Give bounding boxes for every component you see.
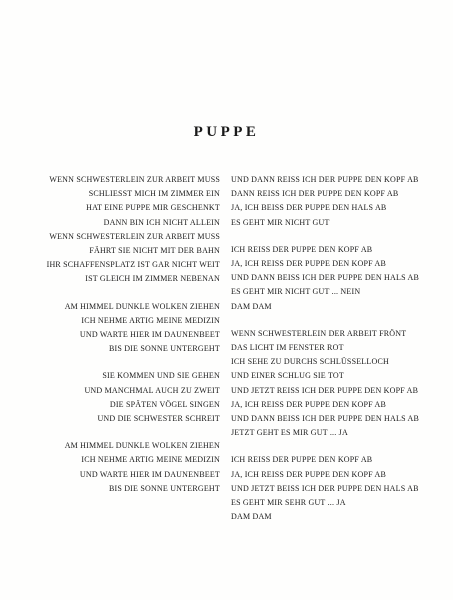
poem-line: IST GLEICH IM ZIMMER NEBENAN [85,274,220,284]
stanza [231,173,419,230]
poem-line: ICH REISS DER PUPPE DEN KOPF AB [231,244,373,254]
poem-line: BIS DIE SONNE UNTERGEHT [108,344,220,354]
poem-line: UND EINER SCHLUG SIE TOT [231,371,344,381]
poem-line: DAS LICHT IM FENSTER ROT [231,343,344,353]
poem-line: SIE KOMMEN UND SIE GEHEN [102,371,220,381]
poem-line: DANN REISS ICH DER PUPPE DEN KOPF AB [231,189,399,199]
poem-line: UND JETZT BEISS ICH DER PUPPE DEN HALS AB [231,483,419,493]
poem-line: ES GEHT MIR SEHR GUT ... JA [231,498,346,508]
stanza [231,243,419,314]
poem-line: ICH REISS DER PUPPE DEN KOPF AB [231,455,373,465]
poem-line: SCHLIESST MICH IM ZIMMER EIN [88,189,220,199]
poem-line: UND DIE SCHWESTER SCHREIT [97,414,220,424]
poem-line: ES GEHT MIR NICHT GUT ... NEIN [231,287,361,297]
left-column [47,173,220,509]
poem-line: UND WARTE HIER IM DAUNENBEET [79,330,220,340]
poem-line: AM HIMMEL DUNKLE WOLKEN ZIEHEN [64,441,220,451]
poem-line: JETZT GEHT ES MIR GUT ... JA [231,428,348,438]
stanza [231,327,419,441]
stanza [231,453,419,524]
poem-line: JA, ICH BEISS DER PUPPE DEN HALS AB [231,203,387,213]
poem-line: JA, ICH REISS DER PUPPE DEN KOPF AB [231,259,387,269]
poem-line: WENN SCHWESTERLEIN DER ARBEIT FRÖNT [231,328,407,338]
right-column [231,173,419,537]
poem-line: JA, ICH REISS DER PUPPE DEN KOPF AB [231,469,387,479]
poem-line: ICH NEHME ARTIG MEINE MEDIZIN [81,455,220,465]
stanza [47,173,220,287]
poem-line: DIE SPÄTEN VÖGEL SINGEN [109,399,220,409]
poem-line: IHR SCHAFFENSPLATZ IST GAR NICHT WEIT [46,260,220,270]
poem-line: UND DANN BEISS ICH DER PUPPE DEN HALS AB [231,273,420,283]
poem-title: PUPPE [193,124,260,140]
poem-line: ES GEHT MIR NICHT GUT [231,217,330,227]
poem-line: UND DANN REISS ICH DER PUPPE DEN KOPF AB [231,175,419,184]
poem-line: DAM DAM [231,512,272,522]
poem-line: UND MANCHMAL AUCH ZU ZWEIT [84,385,220,395]
poem-line: HAT EINE PUPPE MIR GESCHENKT [86,203,220,213]
poem-line: DANN BIN ICH NICHT ALLEIN [103,217,220,227]
poem-line: DAM DAM [231,301,272,311]
poem-line: WENN SCHWESTERLEIN ZUR ARBEIT MUSS [49,175,220,184]
poem-line: ICH SEHE ZU DURCHS SCHLÜSSELLOCH [231,357,389,367]
poem-line: WENN SCHWESTERLEIN ZUR ARBEIT MUSS [49,231,220,241]
stanza [47,439,220,496]
stanza [47,300,220,357]
poem-line: AM HIMMEL DUNKLE WOLKEN ZIEHEN [64,301,220,311]
poem-line: BIS DIE SONNE UNTERGEHT [108,483,220,493]
poem-line: UND DANN BEISS ICH DER PUPPE DEN HALS AB [231,414,420,424]
poem-line: FÄHRT SIE NICHT MIT DER BAHN [89,246,220,256]
poem-line: JA, ICH REISS DER PUPPE DEN KOPF AB [231,399,387,409]
stanza [47,369,220,426]
poem-line: ICH NEHME ARTIG MEINE MEDIZIN [81,315,220,325]
poem-line: UND WARTE HIER IM DAUNENBEET [79,469,220,479]
poem-line: UND JETZT REISS ICH DER PUPPE DEN KOPF AB [231,385,419,395]
